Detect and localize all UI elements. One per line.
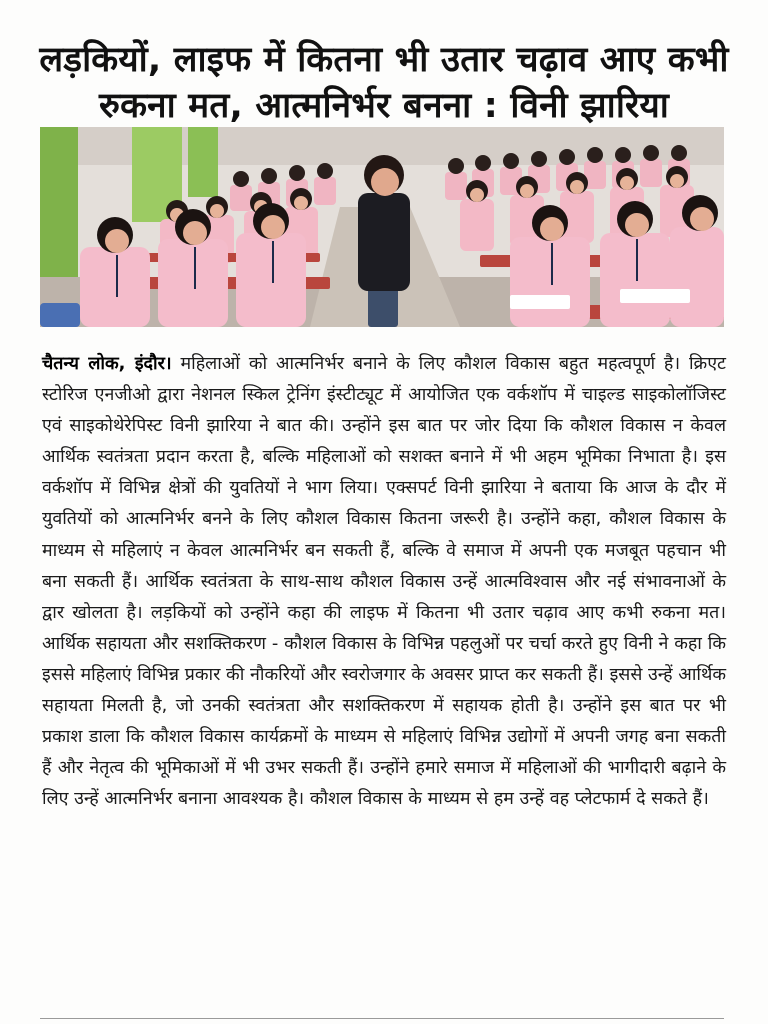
window-curtain-left: [40, 127, 78, 277]
classroom-photo-illustration: [40, 127, 724, 327]
dateline: चैतन्य लोक, इंदौर।: [42, 353, 172, 374]
headline-line-2: रुकना मत, आत्मनिर्भर बनना : विनी झारिया: [98, 86, 670, 127]
bag: [40, 303, 80, 327]
article-text: महिलाओं को आत्मनिर्भर बनाने के लिए कौशल विकास बहुत महत्वपूर्ण है। क्रिएट स्टोरिज एनजीओ द्वारा नेशनल स्किल ट्रेनिंग इंस्टीट्यूट में आयोजित एक वर्कशॉप में चाइल्ड साइकोलॉजिस्ट एवं साइकोथेरेपिस्ट विनी झारिया ने बात की। उन्होंने इस बात पर जोर दिया कि कौशल विकास न केवल आर्थिक स्वतंत्रता प्रदान करता है, बल्कि महिलाओं को सशक्त बनाने में भी अहम भूमिका निभाता है। इस वर्कशॉप में विभिन्न क्षेत्रों की युवतियों ने भाग लिया। एक्सपर्ट विनी झारिया ने बताया कि आज के दौर में युवतियों को आत्मनिर्भर बनने के लिए कौशल विकास कितना जरूरी है। उन्होंने कहा, कौशल विकास के माध्यम से महिलाएं न केवल आत्मनिर्भर बन सकती हैं, बल्कि वे समाज में अपनी एक मजबूत पहचान भी बना सकती हैं। आर्थिक स्वतंत्रता के साथ-साथ कौशल विकास उन्हें आत्मविश्वास और नई संभावनाओं के द्वार खोलता है। लड़कियों को उन्होंने कहा की लाइफ में कितना भी उतार चढ़ाव आए कभी रुकना मत। आर्थिक सहायता और सशक्तिकरण - कौशल विकास के विभिन्न पहलुओं पर चर्चा करते हुए विनी ने कहा कि इससे महिलाएं विभिन्न प्रकार की नौकरियों और स्वरोजगार के अवसर प्राप्त कर सकती हैं। इससे उन्हें आर्थिक सहायता मिलती है, जो उनकी स्वतंत्रता और सशक्तिकरण में सहायक होती है। उन्होंने इस बात पर भी प्रकाश डाला कि कौशल विकास कार्यक्रमों के माध्यम से महिलाएं विभिन्न उद्योगों में अपनी जगह बना सकती हैं और नेतृत्व की भूमिकाओं में भी उभर सकती हैं। उन्होंने हमारे समाज में महिलाओं की भागीदारी बढ़ाने के लिए उन्हें आत्मनिर्भर बनाना आवश्यक है। कौशल विकास के माध्यम से हम उन्हें वह प्लेटफार्म दे सकते हैं।: [42, 353, 727, 810]
bottom-rule: [40, 1018, 724, 1019]
window-curtain-right: [188, 127, 218, 197]
classroom-photo: [40, 127, 724, 327]
headline-line-1: लड़कियों, लाइफ में कितना भी उतार चढ़ाव आए कभी: [39, 40, 729, 81]
article-body: [42, 348, 726, 814]
headline: [20, 37, 748, 129]
